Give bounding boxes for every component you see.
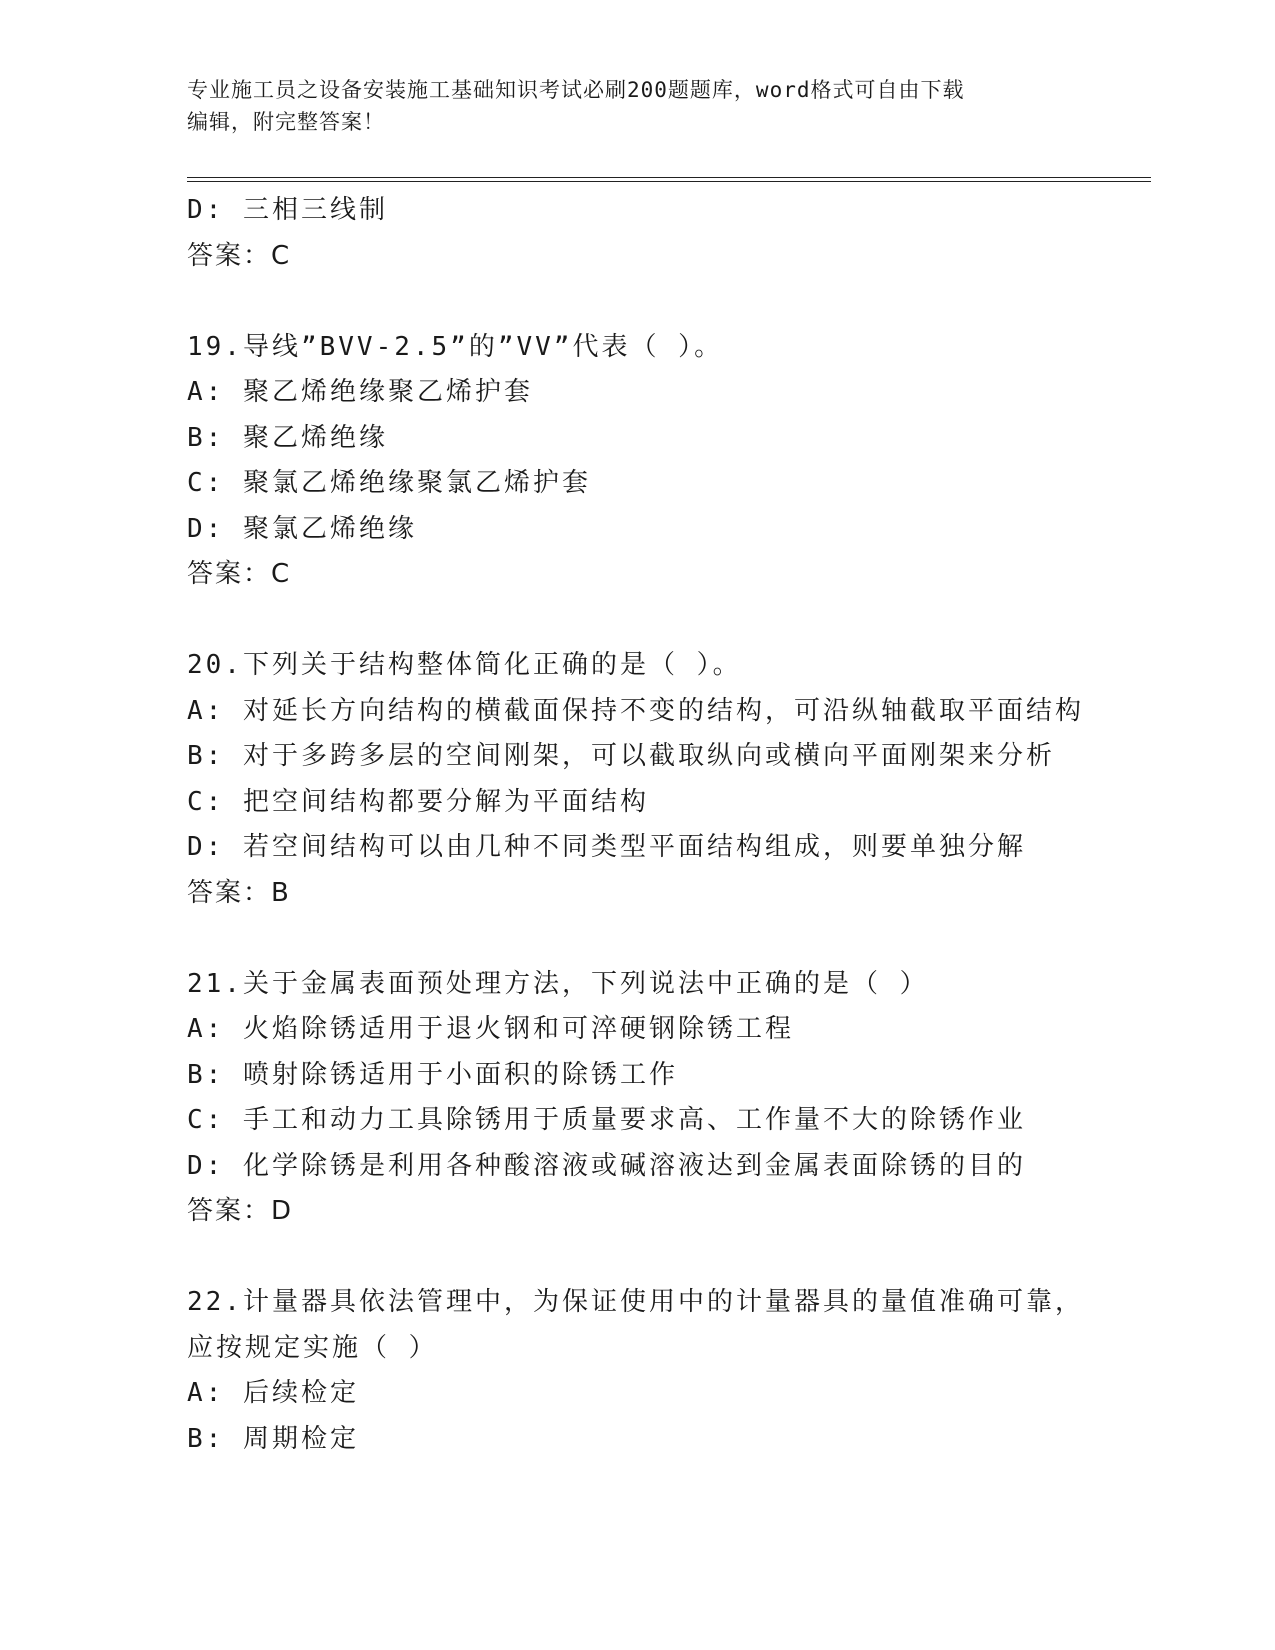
option-c: C: 把空间结构都要分解为平面结构 <box>187 786 649 817</box>
question-block-previous <box>187 188 1147 279</box>
question-stem: 20.下列关于结构整体简化正确的是（ ）。 <box>187 650 742 680</box>
option-a: A: 对延长方向结构的横截面保持不变的结构，可沿纵轴截取平面结构 <box>187 695 1084 726</box>
question-block-22 <box>187 1280 1147 1462</box>
option-d: D: 若空间结构可以由几种不同类型平面结构组成，则要单独分解 <box>187 832 1026 862</box>
question-block-19 <box>187 325 1147 598</box>
spacer <box>187 598 1147 644</box>
question-block-20 <box>187 643 1147 916</box>
option-b: B: 对于多跨多层的空间刚架，可以截取纵向或横向平面刚架来分析 <box>187 741 1055 771</box>
option-a: A: 后续检定 <box>187 1378 359 1408</box>
spacer <box>187 279 1147 325</box>
option-b: B: 周期检定 <box>187 1423 359 1454</box>
spacer <box>187 1235 1147 1281</box>
answer-line: 答案：B <box>187 877 291 908</box>
answer-line: 答案：C <box>187 240 292 271</box>
header-title-line-2: 编辑，附完整答案！ <box>187 110 385 134</box>
option-b: B: 喷射除锈适用于小面积的除锈工作 <box>187 1059 678 1090</box>
document-header <box>187 74 1067 138</box>
spacer <box>187 916 1147 962</box>
question-stem: 21.关于金属表面预处理方法，下列说法中正确的是（ ） <box>187 968 929 999</box>
answer-line: 答案：C <box>187 559 292 589</box>
question-block-21 <box>187 962 1147 1235</box>
option-d: D: 化学除锈是利用各种酸溶液或碱溶液达到金属表面除锈的目的 <box>187 1150 1026 1181</box>
option-d: D: 聚氯乙烯绝缘 <box>187 513 417 544</box>
option-a: A: 聚乙烯绝缘聚乙烯护套 <box>187 377 533 407</box>
option-a: A: 火焰除锈适用于退火钢和可淬硬钢除锈工程 <box>187 1014 794 1044</box>
option-d: D: 三相三线制 <box>187 195 388 225</box>
answer-line: 答案：D <box>187 1196 294 1226</box>
option-b: B: 聚乙烯绝缘 <box>187 422 388 453</box>
question-stem-line-2: 应按规定实施（ ） <box>187 1332 438 1363</box>
question-stem-line-1: 22.计量器具依法管理中，为保证使用中的计量器具的量值准确可靠， <box>187 1287 1084 1317</box>
header-title-line-1: 专业施工员之设备安装施工基础知识考试必刷200题题库，word格式可自由下载 <box>187 78 965 102</box>
header-divider-top <box>187 177 1151 178</box>
option-c: C: 手工和动力工具除锈用于质量要求高、工作量不大的除锈作业 <box>187 1105 1026 1135</box>
header-divider-bottom <box>187 181 1151 182</box>
option-c: C: 聚氯乙烯绝缘聚氯乙烯护套 <box>187 468 591 498</box>
question-stem: 19.导线”BVV-2.5”的”VV”代表（ ）。 <box>187 331 724 362</box>
question-list <box>187 188 1147 1462</box>
